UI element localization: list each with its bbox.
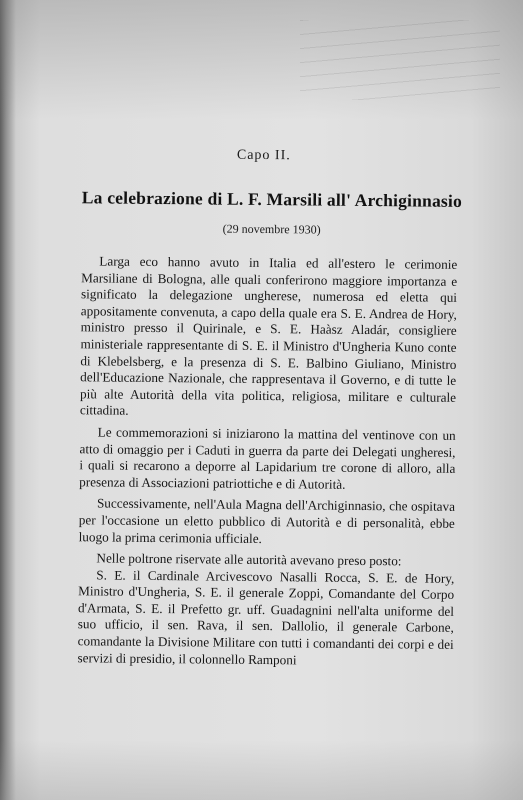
- chapter-heading: Capo II.: [236, 147, 291, 164]
- section-title: La celebrazione di L. F. Marsili all' Archiginnasio: [81, 187, 463, 211]
- paragraph: Larga eco hanno avuto in Italia ed all'estero le cerimonie Marsiliane di Bologna, alle quali conferirono maggiore importanza e significato la delegazione ungherese, numerosa ed eletta qui appositamente convenuta, a capo della quale era S. E. Andrea de Hory, ministro presso il Quirinale, e S. E. Haàsz Aladár, consigliere ministeriale rappresentante di S. E. il Ministro d'Ungheria Kuno conte di Klebelsberg, e la presenza di S. E. Balbino Giuliano, Ministro dell'Educazione Nazionale, che rappresentava il Governo, e di tutte le più alte Autorità della vita politica, religiosa, militare e culturale cittadina.: [79, 253, 458, 419]
- paragraph: Nelle poltrone riservate alle autorità avevano preso posto:: [96, 550, 402, 569]
- paragraph: Le commemorazioni si iniziarono la mattina del ventinove con un atto di omaggio per i Caduti in guerra da parte dei Delegati ungheresi, i quali si recarono a deporre al Lapidarium tre corone di alloro, alla presenza di Associazioni patriottiche e di Autorità.: [79, 424, 456, 492]
- date-line: (29 novembre 1930): [222, 221, 321, 237]
- paragraph: S. E. il Cardinale Arcivescovo Nasalli Rocca, S. E. de Hory, Ministro d'Ungheria, S. E. il generale Zoppi, Comandante del Corpo d'Armata, S. E. il Prefetto gr. uff. Guadagnini nell'alta uniforme del suo ufficio, il sen. Rava, il sen. Dallolio, il generale Carbone, comandante la Divisione Militare con tutti i comandanti dei corpi e dei servizi di presidio, il colonnello Ramponi: [77, 567, 455, 668]
- paragraph: Successivamente, nell'Aula Magna dell'Archiginnasio, che ospitava per l'occasione un eletto pubblico di Autorità e di personalità, ebbe luogo la prima cerimonia ufficiale.: [78, 495, 456, 546]
- scan-bottom-shadow: [0, 740, 523, 800]
- body-text: [77, 253, 457, 675]
